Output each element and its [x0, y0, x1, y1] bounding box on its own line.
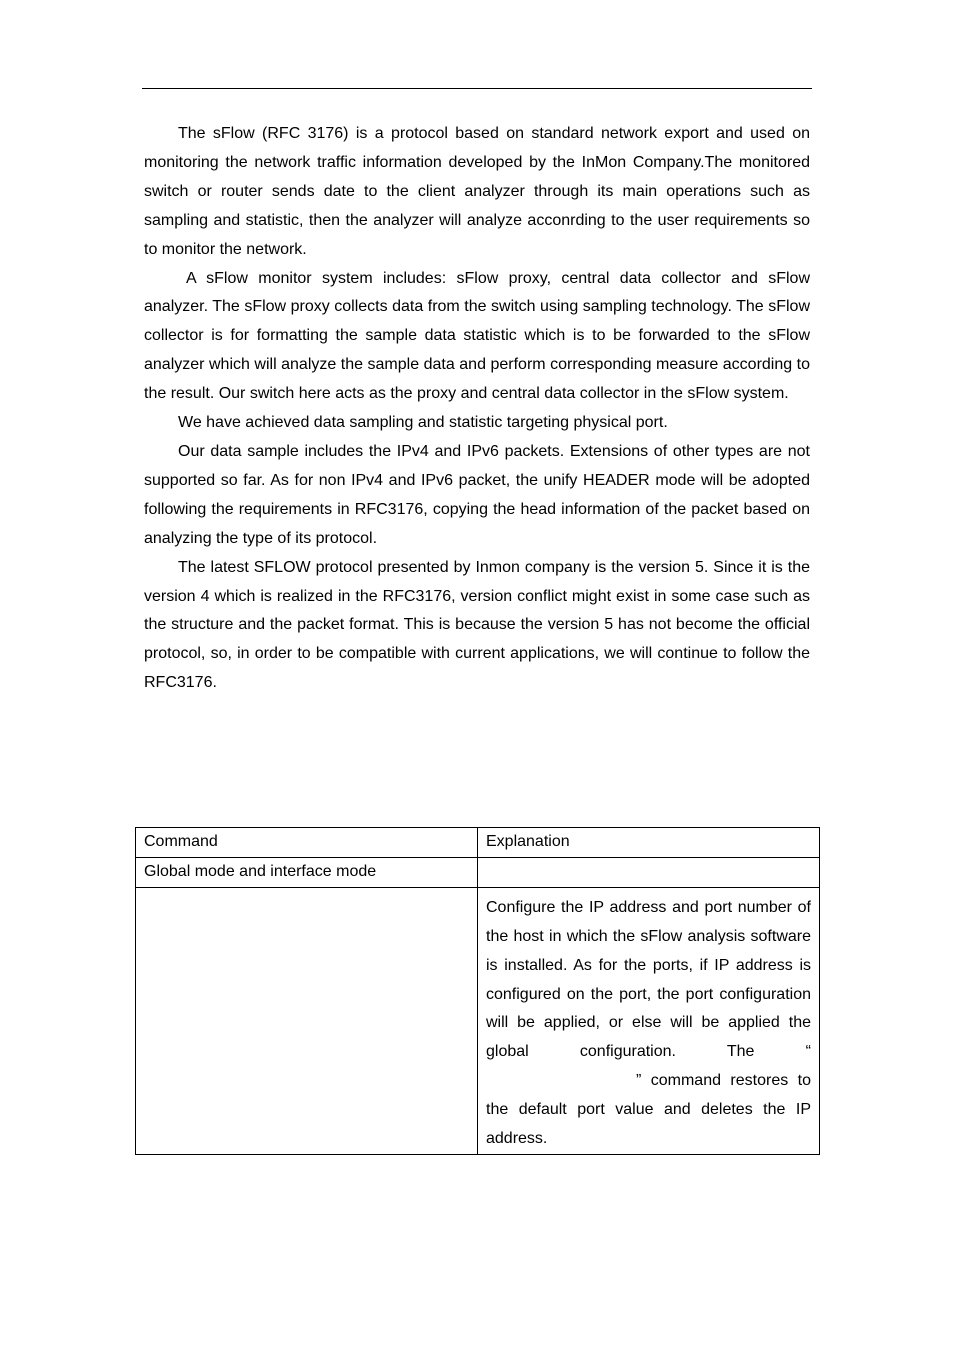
- table-row: [136, 887, 820, 1154]
- explanation-text-part1: Configure the IP address and port number of the host in which the sFlow analysis software is installed. As for the ports, if IP address is configured on the port, the port configuration will be applied, or else will be applied the global configuration. The “: [486, 898, 811, 1061]
- paragraph-sampling: We have achieved data sampling and statistic targeting physical port.: [178, 414, 668, 432]
- explanation-cell: [478, 887, 820, 1154]
- header-rule: [142, 88, 812, 89]
- table-header-row: [136, 828, 820, 858]
- mode-explanation: [478, 857, 820, 887]
- paragraph-version: The latest SFLOW protocol presented by Inmon company is the version 5. Since it is the version 4 which is realized in the RFC3176, version conflict might exist in some case such as the structure and the packet format. This is because the version 5 has not become the official protocol, so, in order to be compatible with current applications, we will continue to follow the RFC3176.: [144, 558, 810, 692]
- mode-label: Global mode and interface mode: [136, 857, 478, 887]
- table-mode-row: [136, 857, 820, 887]
- paragraph-data-sample: Our data sample includes the IPv4 and IPv6 packets. Extensions of other types are not supported so far. As for non IPv4 and IPv6 packet, the unify HEADER mode will be adopted following the requirements in RFC3176, copying the head information of the packet based on analyzing the type of its protocol.: [144, 442, 810, 547]
- command-table: [135, 827, 820, 1155]
- header-command: Command: [136, 828, 478, 858]
- document-body: [144, 120, 810, 698]
- command-cell: [136, 887, 478, 1154]
- explanation-text-part2: ” command restores to the default port value and deletes the IP address.: [486, 1072, 811, 1148]
- header-explanation: Explanation: [478, 828, 820, 858]
- paragraph-monitor-system: A sFlow monitor system includes: sFlow proxy, central data collector and sFlow analyzer. The sFlow proxy collects data from the switch using sampling technology. The sFlow collector is for formatting the sample data statistic which is to be forwarded to the sFlow analyzer which will analyze the sample data and perform corresponding measure according to the result. Our switch here acts as the proxy and central data collector in the sFlow system.: [144, 269, 810, 403]
- paragraph-sflow-intro: The sFlow (RFC 3176) is a protocol based on standard network export and used on monitoring the network traffic information developed by the InMon Company.The monitored switch or router sends date to the client analyzer through its main operations such as sampling and statistic, then the analyzer will analyze acconrding to the user requirements so to monitor the network.: [144, 125, 810, 258]
